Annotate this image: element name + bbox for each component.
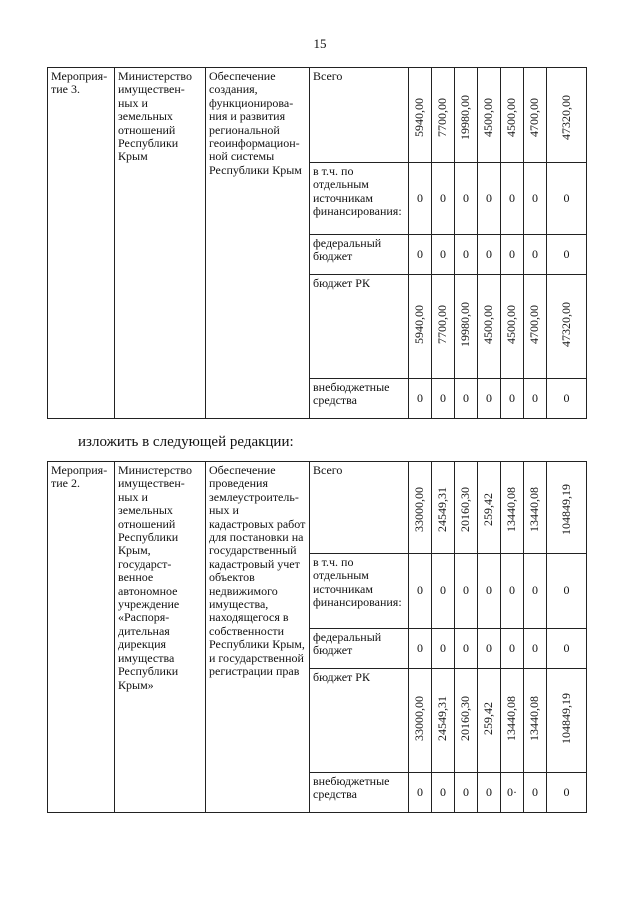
value-cell: 4500,00 [481,305,496,344]
value-cell: 47320,00 [558,302,573,347]
event-cell: Мероприя-тие 3. [48,68,115,419]
value-cell: 0 [417,246,423,261]
value-cell: 0 [463,390,469,405]
value-cell: 0 [486,640,492,655]
value-cell: 7700,00 [435,305,450,344]
event-cell: Мероприя-тие 2. [48,462,115,813]
value-cell: 0 [486,246,492,261]
value-cell: 0 [509,246,515,261]
value-cell: 0 [486,390,492,405]
value-cell: 24549,31 [435,487,450,532]
value-cell: 0 [440,246,446,261]
value-cell: 4700,00 [527,305,542,344]
value-cell: 7700,00 [435,97,450,137]
value-cell: 0 [486,190,492,205]
value-cell: 19980,00 [458,94,473,140]
value-cell: 0 [463,246,469,261]
value-cell: 259,42 [481,702,496,735]
value-cell: 13440,08 [527,487,542,532]
value-cell: 104849,19 [558,484,573,535]
description-cell: Обеспечение проведения землеустроитель-ных и кадастровых работ для постановки на государственный кадастровый учет объектов недвижимого имущества, находящегося в собственности Республики Крым, и государственной регистрации прав [206,462,310,813]
value-cell: 13440,08 [504,696,519,741]
value-cell: 0 [440,784,446,799]
value-cell: 0 [463,583,469,598]
value-cell: 5940,00 [412,97,427,137]
value-cell: 5940,00 [412,305,427,344]
page-number: 15 [313,36,327,51]
value-cell: 13440,08 [527,696,542,741]
value-cell: 0 [563,583,570,598]
value-cell: 4500,00 [481,97,496,137]
value-cell: 4500,00 [504,305,519,344]
table-event-2 [47,461,587,813]
source-label: в т.ч. по отдельным источникам финансирования: [310,554,409,629]
source-label: в т.ч. по отдельным источникам финансирования: [310,163,409,235]
value-cell: 0 [532,246,538,261]
value-cell: 20160,30 [458,696,473,741]
source-label: федеральный бюджет [310,629,409,669]
value-cell: 0· [507,784,517,799]
value-cell: 0 [417,583,423,598]
value-cell: 0 [463,784,469,799]
value-cell: 0 [440,583,446,598]
value-cell: 0 [532,640,538,655]
value-cell: 0 [440,640,446,655]
value-cell: 0 [532,390,538,405]
source-label: федеральный бюджет [310,235,409,275]
value-cell: 47320,00 [558,94,573,140]
value-cell: 0 [509,583,515,598]
description-cell: Обеспечение создания, функционирова-ния и развития региональной геоинформацион-ной системы Республики Крым [206,68,310,419]
table-event-3 [47,67,587,419]
value-cell: 4500,00 [504,97,519,137]
source-label: Всего [310,462,409,554]
source-label: внебюджетные средства [310,773,409,813]
value-cell: 259,42 [481,493,496,526]
value-cell: 0 [486,583,492,598]
value-cell: 0 [509,640,515,655]
source-label: бюджет РК [310,275,409,379]
intro-text: изложить в следующей редакции: [78,434,294,450]
value-cell: 33000,00 [412,487,427,532]
value-cell: 0 [509,190,515,205]
value-cell: 0 [563,190,570,205]
value-cell: 0 [463,190,469,205]
value-cell: 0 [463,640,469,655]
source-label: бюджет РК [310,669,409,773]
value-cell: 104849,19 [558,693,573,744]
value-cell: 0 [563,246,570,261]
source-label: Всего [310,68,409,163]
value-cell: 19980,00 [458,302,473,347]
value-cell: 4700,00 [527,97,542,137]
value-cell: 0 [532,583,538,598]
value-cell: 0 [417,640,423,655]
executor-cell: Министерство имуществен-ных и земельных отношений Республики Крым, государст-венное автономное учреждение «Распоря-дительная дирекция имущества Республики Крым» [115,462,206,813]
value-cell: 0 [440,390,446,405]
value-cell: 0 [532,190,538,205]
value-cell: 0 [417,390,423,405]
value-cell: 0 [563,640,570,655]
value-cell: 0 [532,784,538,799]
value-cell: 24549,31 [435,696,450,741]
value-cell: 0 [417,784,423,799]
value-cell: 0 [417,190,423,205]
value-cell: 0 [440,190,446,205]
source-label: внебюджетные средства [310,379,409,419]
value-cell: 0 [509,390,515,405]
value-cell: 13440,08 [504,487,519,532]
value-cell: 20160,30 [458,487,473,532]
value-cell: 0 [563,784,570,799]
value-cell: 33000,00 [412,696,427,741]
value-cell: 0 [563,390,570,405]
value-cell: 0 [486,784,492,799]
executor-cell: Министерство имуществен-ных и земельных отношений Республики Крым [115,68,206,419]
